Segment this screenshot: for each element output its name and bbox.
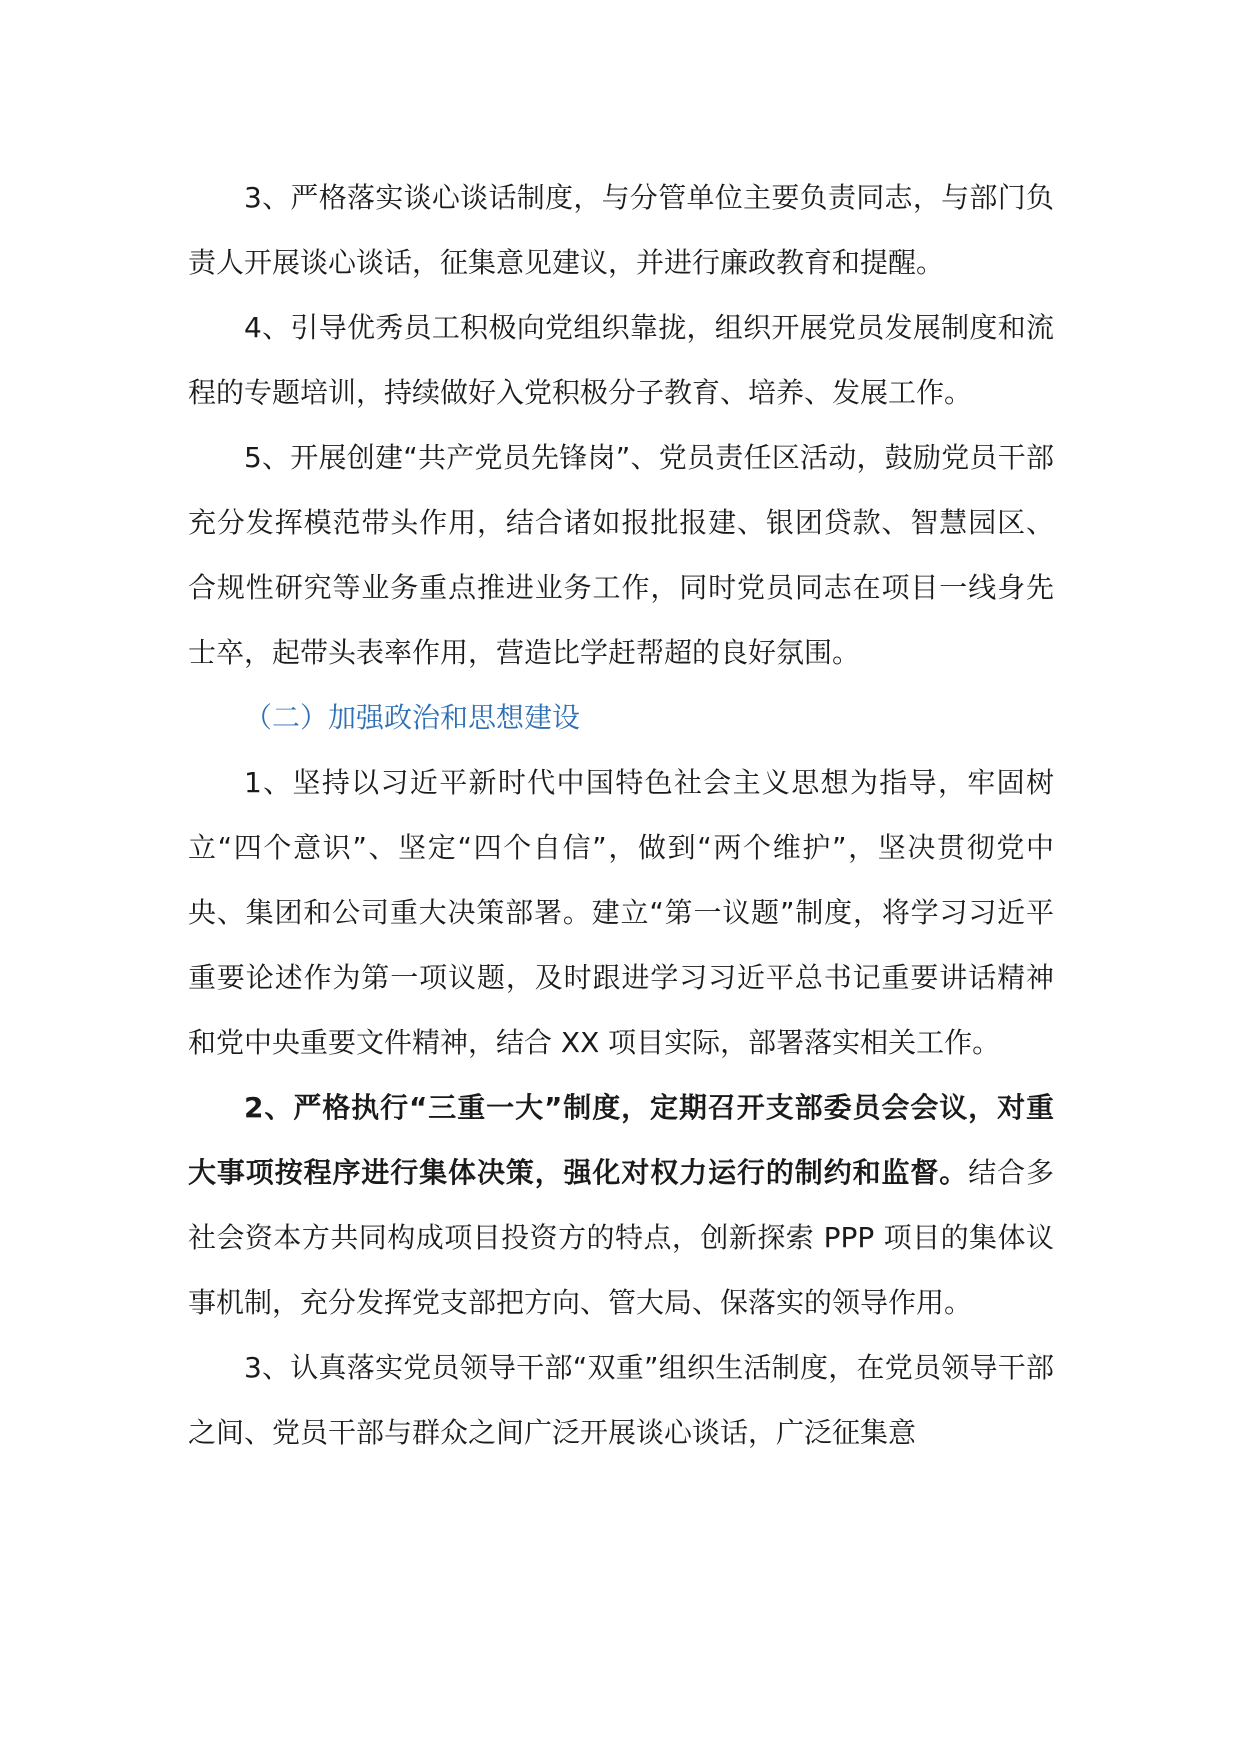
paragraph-pioneer-post: 5、开展创建“共产党员先锋岗”、党员责任区活动，鼓励党员干部充分发挥模范带头作用，结合诸如报批报建、银团贷款、智慧园区、合规性研究等业务重点推进业务工作，同时党员同志在项目一线身先士卒，起带头表率作用，营造比学赶帮超的良好氛围。 (188, 441, 1054, 669)
paragraph-dual-organization-life: 3、认真落实党员领导干部“双重”组织生活制度，在党员领导干部之间、党员干部与群众之间广泛开展谈心谈话，广泛征集意 (188, 1351, 1054, 1449)
paragraph-guide-staff: 4、引导优秀员工积极向党组织靠拢，组织开展党员发展制度和流程的专题培训，持续做好入党积极分子教育、培养、发展工作。 (188, 311, 1054, 409)
section-heading: （二）加强政治和思想建设 (244, 701, 581, 734)
paragraph-guiding-thought: 1、坚持以习近平新时代中国特色社会主义思想为指导，牢固树立“四个意识”、坚定“四个自信”，做到“两个维护”，坚决贯彻党中央、集团和公司重大决策部署。建立“第一议题”制度，将学习习近平重要论述作为第一项议题，及时跟进学习习近平总书记重要讲话精神和党中央重要文件精神，结合 XX 项目实际，部署落实相关工作。 (188, 766, 1054, 1059)
paragraph-three-important-one-major (188, 1075, 1054, 1335)
paragraph-body-continuation: 结合多社会资本方共同构成项目投资方的特点，创新探索 PPP 项目的集体议事机制，充分发挥党支部把方向、管大局、保落实的领导作用。 (188, 1156, 1054, 1319)
document-body (188, 165, 1054, 1465)
paragraph-bold-lead: 2、严格执行“三重一大”制度，定期召开支部委员会会议，对重大事项按程序进行集体决策，强化对权力运行的制约和监督。 (188, 1091, 1054, 1189)
paragraph-talks: 3、严格落实谈心谈话制度，与分管单位主要负责同志，与部门负责人开展谈心谈话，征集意见建议，并进行廉政教育和提醒。 (188, 181, 1054, 279)
